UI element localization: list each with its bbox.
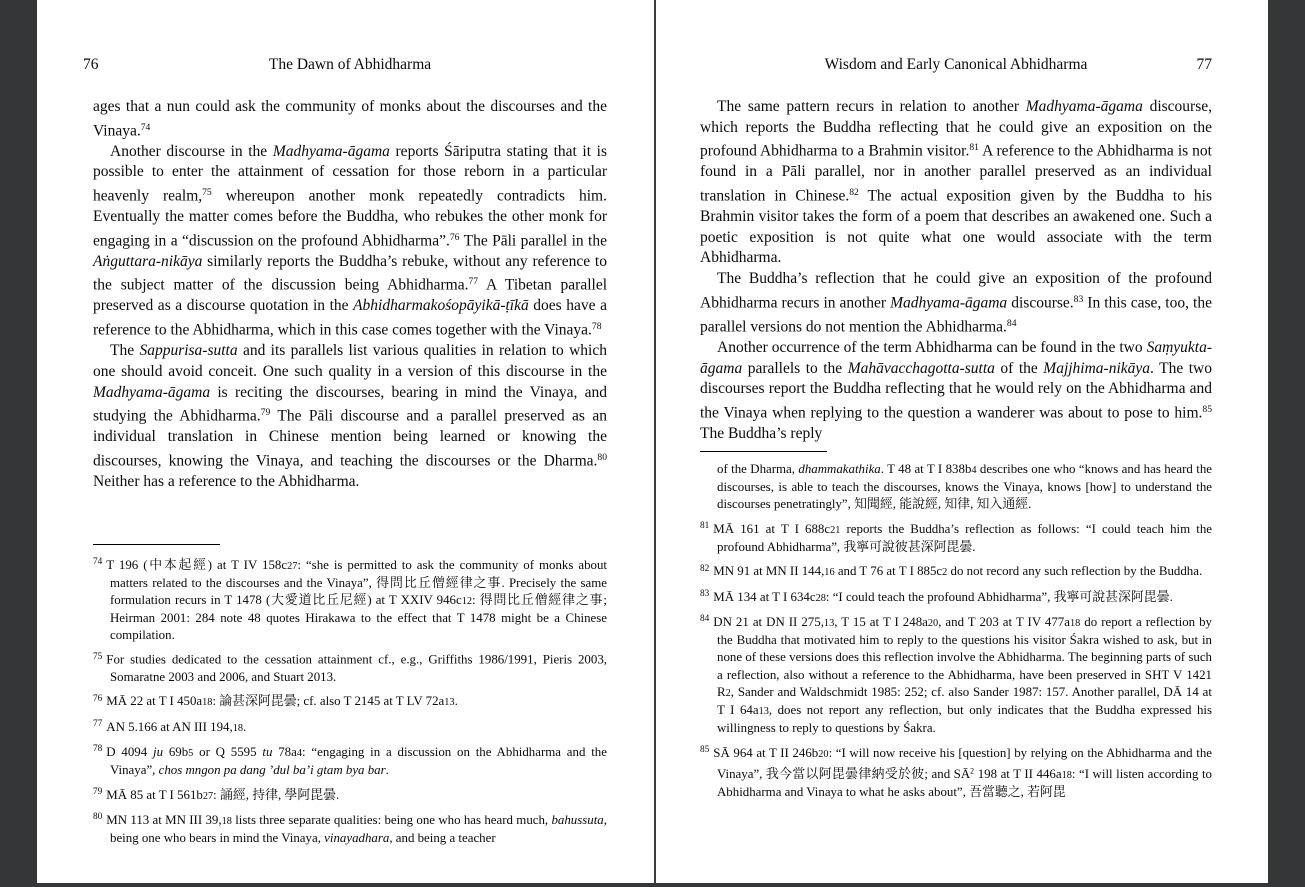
footnote-number: 77 — [93, 719, 103, 730]
footnote-number: 78 — [93, 744, 103, 755]
footnote-number: 75 — [93, 652, 103, 663]
running-title-left: The Dawn of Abhidharma — [268, 56, 432, 73]
footnote-text: AN 5.166 at AN III 194,18. — [106, 719, 247, 734]
footnote-number: 81 — [700, 521, 710, 532]
page-spread — [37, 0, 1268, 883]
footnote-number: 83 — [700, 589, 710, 599]
footnote-text: of the Dharma, dhammakathika. T 48 at T I 838b4 describes one who “knows and has heard the discourses, is able to teach the discourses, knows the Vinaya, knows [how] to understand the discourses penetratingly”, 知聞經, 能說經, 知律, 知入通經. — [717, 462, 1212, 512]
footnote-number: 80 — [93, 812, 103, 823]
footnote-75 — [93, 649, 607, 686]
footnote-text: SĀ 964 at T II 246b20: “I will now receive his [question] by relying on the Abhidharma and the Vinaya”, 我今當以阿毘曇律納受於彼; and $SĀ^2$ 198 at T II 446a18: “I will listen according to Abhidharma and Vinaya to what he asks about”, 吾當聽之, 若阿毘 — [713, 745, 1212, 800]
footnote-80-continuation — [700, 461, 1212, 514]
body-text-left — [93, 97, 607, 493]
body-paragraph: Another occurrence of the term Abhidharma can be found in the two Saṃyukta-āgama parallels to the Mahāvacchagotta-sutta of the Majjhima-nikāya. The two discourses report the Buddha reflecting that he would rely on the Abhidharma and the Vinaya when replying to the question a wanderer was about to pose to him.$^{85}$ The Buddha’s reply — [700, 338, 1212, 442]
body-paragraph: The same pattern recurs in relation to another Madhyama-āgama discourse, which reports the Buddha reflecting that he could give an exposition on the profound Abhidharma to a Brahmin visitor.$^{81}$ A reference to the Abhidharma is not found in a Pāli parallel, nor in another parallel preserved as an individual translation in Chinese.$^{82}$ The actual exposition given by the Buddha to his Brahmin visitor takes the form of a poem that describes an awakened one. Such a poetic exposition is not quite what one would associate with the term Abhidharma. — [700, 98, 1212, 267]
footnote-number: 74 — [93, 557, 103, 567]
footnote-number: 76 — [93, 693, 103, 704]
footnote-77 — [93, 716, 607, 737]
footnote-number: 82 — [700, 563, 710, 574]
footnote-text: MĀ 161 at T I 688c21 reports the Buddha’s reflection as follows: “I could teach him the profound Abhidharma”, 我寧可說彼甚深阿毘曇. — [713, 521, 1212, 554]
body-paragraph: ages that a nun could ask the community of monks about the discourses and the Vinaya.$^{74}$ — [93, 98, 607, 139]
footnote-separator — [700, 451, 827, 452]
footnote-74 — [93, 554, 607, 645]
body-paragraph: The Buddha’s reflection that he could give an exposition of the profound Abhidharma recurs in another Madhyama-āgama discourse.$^{83}$ In this case, too, the parallel versions do not mention the Abhidharma.$^{84}$ — [700, 270, 1212, 336]
footnote-83 — [700, 586, 1212, 607]
footnote-text: MĀ 22 at T I 450a18: 論甚深阿毘曇; cf. also T 2145 at T LV 72a13. — [106, 694, 458, 709]
footnote-text: DN 21 at DN II 275,13, T 15 at T I 248a20, and T 203 at T IV 477a18 do report a reflection by the Buddha that motivated him to reply to the questions his visitor Śakra wished to ask, but in none of these versions does this reflection involve the Abhidharma. The beginning parts of such a reflection, also without a reference to the Abhidharma, have been preserved in SHT V 1421 R2, Sander and Waldschmidt 1985: 252; cf. also Sander 1987: 157. Another parallel, DĀ 14 at T I 64a13, does not report any reflection, but only indicates that the Buddha expressed his willingness to reply to questions by Śakra. — [713, 614, 1212, 736]
footnote-80 — [93, 809, 607, 847]
footnote-82 — [700, 561, 1212, 582]
running-title-right: Wisdom and Early Canonical Abhidharma — [824, 56, 1088, 73]
running-header-right — [700, 55, 1212, 74]
footnote-text: MĀ 134 at T I 634c28: “I could teach the profound Abhidharma”, 我寧可說甚深阿毘曇. — [713, 589, 1173, 604]
footnote-number: 85 — [700, 744, 710, 755]
footnotes-left — [93, 544, 607, 852]
footnote-text: For studies dedicated to the cessation attainment cf., e.g., Griffiths 1986/1991, Pieris 2003, Somaratne 2003 and 2006, and Stuart 2013. — [106, 652, 607, 684]
body-paragraph: Another discourse in the Madhyama-āgama reports Śāriputra stating that it is possible to enter the attainment of cessation for those reborn in a particular heavenly realm,$^{75}$ whereupon another monk repeatedly contradicts him. Eventually the matter comes before the Buddha, who rebukes the other monk for engaging in a “discussion on the profound Abhidharma”.$^{76}$ The Pāli parallel in the Aṅguttara-nikāya similarly reports the Buddha’s rebuke, without any reference to the subject matter of the discussion being Abhidharma.$^{77}$ A Tibetan parallel preserved as a discourse quotation in the Abhidharmakośopāyikā-ṭīkā does have a reference to the Abhidharma, which in this case comes together with the Vinaya.$^{78}$ — [93, 142, 608, 339]
running-header-left — [83, 55, 607, 74]
footnotes-right — [700, 451, 1212, 806]
page-number-left: 76 — [83, 56, 99, 73]
footnote-number: 79 — [93, 786, 103, 797]
footnote-81 — [700, 518, 1212, 556]
footnote-separator — [93, 544, 220, 545]
footnote-text: T 196 (中本起經) at T IV 158c27: “she is permitted to ask the community of monks about matters related to the discourses and the Vinaya”, 得問比丘僧經律之事. Precisely the same formulation recurs in T 1478 (大愛道比丘尼經) at T XXIV 946c12: 得問比丘僧經律之事; Heirman 2001: 284 note 48 quotes Hirakawa to the effect that T 1478 might be a Chinese compilation. — [106, 557, 607, 643]
footnote-text: MĀ 85 at T I 561b27: 誦經, 持律, 學阿毘曇. — [106, 787, 340, 802]
page-number-right: 77 — [1196, 56, 1212, 73]
footnote-85 — [700, 742, 1212, 802]
footnote-text: D 4094 ju 69b5 or Q 5595 tu 78a4: “engaging in a discussion on the Abhidharma and the Vinaya”, chos mngon pa dang ’dul ba’i gtam bya bar. — [106, 745, 607, 778]
footnote-text: MN 113 at MN III 39,18 lists three separate qualities: being one who has heard much, bahussuta, being one who bears in mind the Vinaya, vinayadhara, and being a teacher — [106, 812, 607, 846]
footnote-number: 84 — [700, 614, 710, 625]
footnote-text: MN 91 at MN II 144,16 and T 76 at T I 885c2 do not record any such reflection by the Buddha. — [713, 564, 1203, 579]
right-page — [656, 0, 1268, 883]
footnote-84 — [700, 611, 1212, 737]
left-page — [37, 0, 654, 883]
footnote-79 — [93, 784, 607, 805]
body-paragraph: The Sappurisa-sutta and its parallels list various qualities in relation to which one should avoid conceit. One such quality in a version of this discourse in the Madhyama-āgama is reciting the discourses, bearing in mind the Vinaya, and studying the Abhidharma.$^{79}$ The Pāli discourse and a parallel preserved as an individual translation in Chinese mention being learned or knowing the discourses, knowing the Vinaya, and teaching the discourses or the Dharma.$^{80}$ Neither has a reference to the Abhidharma. — [93, 342, 607, 490]
footnote-78 — [93, 741, 607, 779]
body-text-right — [700, 97, 1212, 445]
footnote-76 — [93, 691, 607, 712]
